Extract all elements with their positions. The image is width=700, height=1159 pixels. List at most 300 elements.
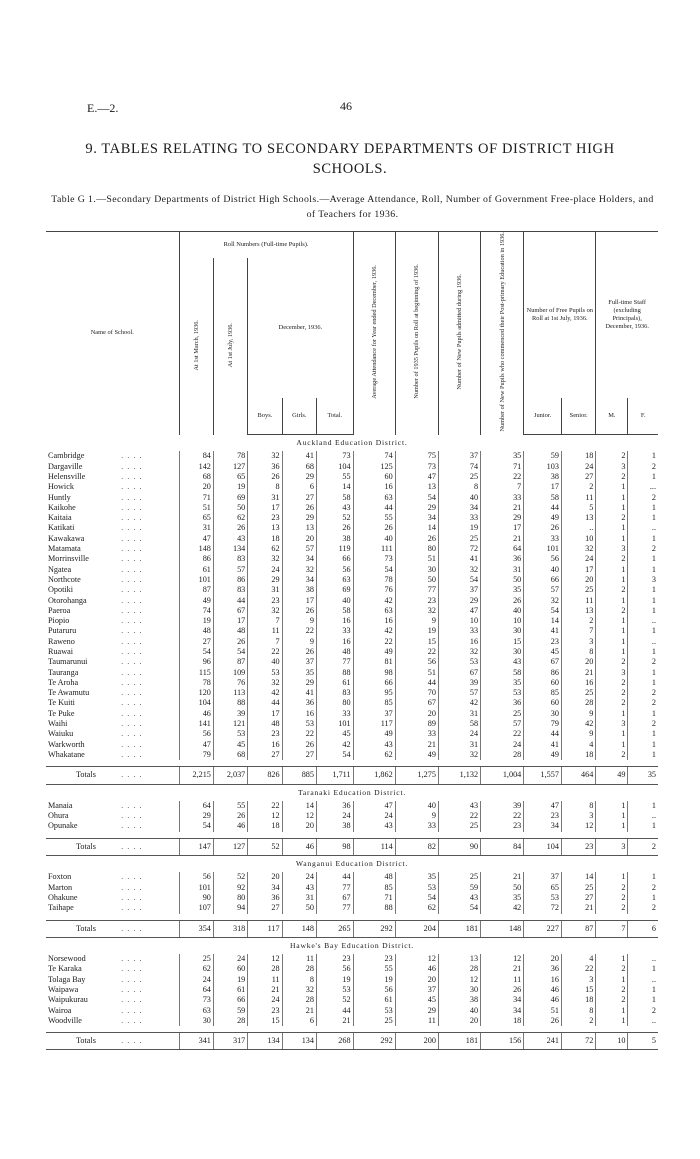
table-cell: 43 bbox=[481, 657, 524, 667]
table-cell: 57 bbox=[481, 719, 524, 729]
table-cell: 24 bbox=[282, 872, 316, 882]
table-cell: 22 bbox=[481, 472, 524, 482]
school-name: Huntly bbox=[48, 492, 71, 502]
total-cell: 2,215 bbox=[179, 767, 213, 784]
table-cell: 27 bbox=[248, 903, 282, 913]
table-cell: 1 bbox=[628, 801, 658, 811]
table-cell: 101 bbox=[179, 883, 213, 893]
table-cell: 47 bbox=[353, 801, 395, 811]
table-cell: 8 bbox=[561, 1006, 595, 1016]
table-cell: 26 bbox=[353, 523, 395, 533]
table-cell: 26 bbox=[524, 523, 562, 533]
table-cell: 24 bbox=[561, 462, 595, 472]
table-cell: 54 bbox=[438, 903, 480, 913]
table-cell: 57 bbox=[282, 544, 316, 554]
table-cell: 42 bbox=[438, 698, 480, 708]
table-cell: 1 bbox=[628, 596, 658, 606]
table-cell: 1 bbox=[628, 964, 658, 974]
table-cell: 2 bbox=[628, 544, 658, 554]
table-cell: 54 bbox=[179, 647, 213, 657]
table-row bbox=[46, 954, 658, 964]
table-cell: 48 bbox=[213, 626, 247, 636]
table-cell: 58 bbox=[481, 668, 524, 678]
leader-dots: . . . . bbox=[121, 451, 143, 461]
page-number: 46 bbox=[340, 99, 352, 113]
school-name: Howick bbox=[48, 482, 74, 492]
table-cell: 33 bbox=[316, 709, 353, 719]
table-cell: 73 bbox=[395, 462, 438, 472]
table-cell: 1 bbox=[628, 472, 658, 482]
table-cell: 43 bbox=[213, 534, 247, 544]
table-cell: 28 bbox=[213, 1016, 247, 1026]
table-cell: 42 bbox=[561, 719, 595, 729]
leader-dots: . . . . bbox=[121, 749, 143, 759]
table-cell: 40 bbox=[248, 657, 282, 667]
table-cell: 22 bbox=[395, 647, 438, 657]
table-cell: 63 bbox=[179, 1006, 213, 1016]
table-cell: 134 bbox=[213, 544, 247, 554]
table-cell: 48 bbox=[353, 872, 395, 882]
table-cell: 77 bbox=[316, 883, 353, 893]
table-cell: 16 bbox=[353, 482, 395, 492]
table-cell: 11 bbox=[481, 975, 524, 985]
table-cell: 71 bbox=[179, 493, 213, 503]
table-cell: 43 bbox=[282, 883, 316, 893]
table-cell: 32 bbox=[282, 565, 316, 575]
table-cell: 22 bbox=[248, 801, 282, 811]
table-cell: 19 bbox=[213, 482, 247, 492]
table-cell: 148 bbox=[179, 544, 213, 554]
total-cell: 292 bbox=[353, 1033, 395, 1050]
table-cell: 1 bbox=[628, 647, 658, 657]
table-cell: .. bbox=[628, 1016, 658, 1026]
table-cell: 16 bbox=[561, 678, 595, 688]
table-cell: 25 bbox=[561, 585, 595, 595]
table-cell: 28 bbox=[438, 964, 480, 974]
table-cell: 44 bbox=[248, 698, 282, 708]
table-row bbox=[46, 678, 658, 688]
table-cell: 46 bbox=[395, 964, 438, 974]
table-cell: 2 bbox=[596, 585, 628, 595]
table-cell: 50 bbox=[395, 575, 438, 585]
table-cell: 40 bbox=[524, 565, 562, 575]
leader-dots: . . . . bbox=[121, 502, 143, 512]
table-cell: 31 bbox=[438, 740, 480, 750]
table-cell: 37 bbox=[438, 451, 480, 461]
table-cell: 71 bbox=[353, 893, 395, 903]
table-cell: 18 bbox=[561, 995, 595, 1005]
school-name: Kaitaia bbox=[48, 513, 72, 523]
table-row bbox=[46, 585, 658, 595]
table-cell: 64 bbox=[481, 544, 524, 554]
table-body bbox=[46, 435, 658, 1050]
table-cell: 53 bbox=[316, 985, 353, 995]
table-cell: 38 bbox=[282, 585, 316, 595]
table-cell: 1 bbox=[628, 740, 658, 750]
table-cell: 55 bbox=[316, 472, 353, 482]
table-cell: 109 bbox=[213, 668, 247, 678]
table-cell: 54 bbox=[395, 493, 438, 503]
table-cell: 48 bbox=[248, 719, 282, 729]
table-cell: 26 bbox=[524, 1016, 562, 1026]
table-cell: 2 bbox=[596, 985, 628, 995]
leader-dots: . . . . bbox=[121, 544, 143, 554]
table-cell: 36 bbox=[481, 554, 524, 564]
school-name: Katikati bbox=[48, 523, 75, 533]
header-school-name: Name of School. bbox=[46, 232, 179, 435]
table-cell: 21 bbox=[481, 534, 524, 544]
table-cell: 25 bbox=[353, 1016, 395, 1026]
table-cell: 66 bbox=[213, 995, 247, 1005]
table-cell: 16 bbox=[248, 740, 282, 750]
table-cell: 60 bbox=[353, 472, 395, 482]
table-cell: 80 bbox=[395, 544, 438, 554]
table-row bbox=[46, 637, 658, 647]
table-cell: 87 bbox=[213, 657, 247, 667]
table-cell: 42 bbox=[248, 688, 282, 698]
table-cell: 8 bbox=[561, 801, 595, 811]
table-cell: 29 bbox=[282, 472, 316, 482]
total-cell: 117 bbox=[248, 920, 282, 937]
leader-dots: . . . . bbox=[121, 626, 143, 636]
header-roll-numbers: Roll Numbers (Full-time Pupils). bbox=[179, 232, 353, 259]
table-cell: 43 bbox=[438, 801, 480, 811]
total-cell: 46 bbox=[282, 838, 316, 855]
table-cell: 68 bbox=[282, 462, 316, 472]
table-cell: 24 bbox=[316, 811, 353, 821]
table-cell: 56 bbox=[316, 565, 353, 575]
school-name: Morrinsville bbox=[48, 554, 89, 564]
table-cell: 5 bbox=[561, 503, 595, 513]
table-row bbox=[46, 616, 658, 626]
table-cell: 53 bbox=[395, 883, 438, 893]
table-cell: .. bbox=[561, 523, 595, 533]
table-cell: 34 bbox=[481, 1006, 524, 1016]
table-row bbox=[46, 565, 658, 575]
table-cell: 2 bbox=[628, 719, 658, 729]
table-cell: 75 bbox=[395, 451, 438, 461]
school-name: Te Karaka bbox=[48, 964, 82, 974]
table-cell: 121 bbox=[213, 719, 247, 729]
school-name: Waipukurau bbox=[48, 995, 88, 1005]
table-cell: 27 bbox=[561, 893, 595, 903]
table-cell: 85 bbox=[353, 698, 395, 708]
table-cell: 43 bbox=[353, 740, 395, 750]
table-cell: 40 bbox=[438, 493, 480, 503]
table-cell: 1 bbox=[596, 616, 628, 626]
table-cell: 24 bbox=[561, 554, 595, 564]
table-cell: 47 bbox=[524, 801, 562, 811]
total-cell: 82 bbox=[395, 838, 438, 855]
table-cell: 30 bbox=[524, 709, 562, 719]
table-cell: 56 bbox=[353, 985, 395, 995]
table-cell: 67 bbox=[316, 893, 353, 903]
table-cell: 74 bbox=[179, 606, 213, 616]
leader-dots: . . . . bbox=[119, 767, 179, 784]
table-cell: 101 bbox=[316, 719, 353, 729]
table-cell: 35 bbox=[481, 893, 524, 903]
table-cell: 41 bbox=[524, 626, 562, 636]
table-cell: 21 bbox=[481, 872, 524, 882]
table-cell: 26 bbox=[213, 811, 247, 821]
table-cell: 69 bbox=[316, 585, 353, 595]
table-cell: 84 bbox=[179, 451, 213, 461]
district-name: Taranaki Education District. bbox=[297, 787, 407, 797]
table-cell: 1 bbox=[596, 954, 628, 964]
total-cell: 1,275 bbox=[395, 767, 438, 784]
table-cell: 61 bbox=[213, 985, 247, 995]
table-row bbox=[46, 647, 658, 657]
table-cell: 142 bbox=[179, 462, 213, 472]
table-row bbox=[46, 575, 658, 585]
table-cell: 94 bbox=[213, 903, 247, 913]
leader-dots: . . . . bbox=[121, 554, 143, 564]
table-cell: 9 bbox=[561, 709, 595, 719]
leader-dots: . . . . bbox=[121, 646, 143, 656]
table-cell: 36 bbox=[481, 698, 524, 708]
table-cell: 20 bbox=[395, 975, 438, 985]
leader-dots: . . . . bbox=[121, 616, 143, 626]
total-cell: 90 bbox=[438, 838, 480, 855]
table-cell: 35 bbox=[481, 585, 524, 595]
table-cell: 32 bbox=[438, 565, 480, 575]
school-name: Paeroa bbox=[48, 605, 71, 615]
table-cell: 17 bbox=[282, 596, 316, 606]
table-cell: 32 bbox=[248, 451, 282, 461]
leader-dots: . . . . bbox=[121, 995, 143, 1005]
header-1935-pupils: Number of 1935 Pupils on Roll at beginning of 1936. bbox=[395, 232, 438, 435]
school-name: Opotiki bbox=[48, 585, 74, 595]
table-cell: 40 bbox=[481, 606, 524, 616]
table-cell: 44 bbox=[213, 596, 247, 606]
table-cell: 68 bbox=[179, 472, 213, 482]
table-cell: 29 bbox=[282, 678, 316, 688]
table-cell: 78 bbox=[179, 678, 213, 688]
table-cell: 15 bbox=[481, 637, 524, 647]
table-cell: 55 bbox=[353, 513, 395, 523]
table-cell: 19 bbox=[438, 523, 480, 533]
table-cell: 1 bbox=[628, 513, 658, 523]
school-name: Kaikohe bbox=[48, 502, 76, 512]
table-row bbox=[46, 1016, 658, 1026]
table-cell: 33 bbox=[395, 729, 438, 739]
table-cell: 81 bbox=[353, 657, 395, 667]
table-cell: 18 bbox=[248, 821, 282, 831]
table-cell: 34 bbox=[282, 554, 316, 564]
table-cell: 32 bbox=[248, 554, 282, 564]
table-cell: 22 bbox=[481, 811, 524, 821]
total-cell: 200 bbox=[395, 1033, 438, 1050]
table-cell: 25 bbox=[438, 821, 480, 831]
leader-dots: . . . . bbox=[121, 461, 143, 471]
school-name: Marton bbox=[48, 882, 73, 892]
table-cell: 8 bbox=[282, 975, 316, 985]
table-cell: 23 bbox=[395, 596, 438, 606]
table-cell: 45 bbox=[213, 740, 247, 750]
total-cell: 127 bbox=[213, 838, 247, 855]
table-cell: 14 bbox=[395, 523, 438, 533]
table-cell: 45 bbox=[395, 995, 438, 1005]
table-cell: 26 bbox=[481, 985, 524, 995]
table-row bbox=[46, 893, 658, 903]
table-cell: 50 bbox=[282, 903, 316, 913]
table-cell: 35 bbox=[395, 872, 438, 882]
table-cell: 44 bbox=[395, 678, 438, 688]
table-row bbox=[46, 472, 658, 482]
header-july: At 1st July, 1936. bbox=[213, 258, 247, 435]
total-cell: 104 bbox=[524, 838, 562, 855]
table-cell: 54 bbox=[395, 893, 438, 903]
table-cell: 1 bbox=[596, 626, 628, 636]
leader-dots: . . . . bbox=[121, 523, 143, 533]
table-cell: 74 bbox=[438, 462, 480, 472]
table-cell: 26 bbox=[282, 503, 316, 513]
header-free-pupils: Number of Free Pupils on Roll at 1st July, 1936. bbox=[524, 232, 596, 399]
leader-dots: . . . . bbox=[121, 985, 143, 994]
school-name: Taumarunui bbox=[48, 657, 88, 667]
leader-dots: . . . . bbox=[121, 954, 143, 964]
leader-dots: . . . . bbox=[121, 974, 143, 984]
table-cell: 32 bbox=[524, 596, 562, 606]
table-cell: 46 bbox=[524, 995, 562, 1005]
table-cell: 29 bbox=[248, 575, 282, 585]
table-cell: 21 bbox=[248, 985, 282, 995]
table-cell: .. bbox=[628, 637, 658, 647]
table-cell: 67 bbox=[395, 698, 438, 708]
table-cell: 27 bbox=[179, 637, 213, 647]
table-cell: 2 bbox=[628, 493, 658, 503]
table-row bbox=[46, 596, 658, 606]
table-cell: 34 bbox=[395, 513, 438, 523]
total-cell: 204 bbox=[395, 920, 438, 937]
school-name: Foxton bbox=[48, 872, 72, 882]
table-row bbox=[46, 709, 658, 719]
table-cell: 45 bbox=[524, 647, 562, 657]
table-cell: 49 bbox=[353, 647, 395, 657]
table-cell: 85 bbox=[524, 688, 562, 698]
table-cell: 29 bbox=[438, 596, 480, 606]
total-cell: 72 bbox=[561, 1033, 595, 1050]
table-cell: 31 bbox=[248, 493, 282, 503]
table-cell: 49 bbox=[353, 729, 395, 739]
school-name: Ruawai bbox=[48, 646, 74, 656]
table-cell: 50 bbox=[481, 883, 524, 893]
table-cell: 20 bbox=[248, 872, 282, 882]
table-cell: 74 bbox=[353, 451, 395, 461]
table-cell: 20 bbox=[561, 657, 595, 667]
total-cell: 885 bbox=[282, 767, 316, 784]
table-cell: 117 bbox=[353, 719, 395, 729]
header-girls: Girls. bbox=[282, 398, 316, 435]
table-cell: 49 bbox=[524, 750, 562, 760]
table-row bbox=[46, 482, 658, 492]
table-cell: 52 bbox=[316, 995, 353, 1005]
table-cell: 34 bbox=[282, 575, 316, 585]
table-cell: 42 bbox=[316, 740, 353, 750]
table-cell: 1 bbox=[596, 801, 628, 811]
table-cell: 18 bbox=[248, 534, 282, 544]
table-cell: 89 bbox=[395, 719, 438, 729]
table-cell: 56 bbox=[395, 657, 438, 667]
table-cell: 2 bbox=[628, 883, 658, 893]
table-cell: 26 bbox=[282, 647, 316, 657]
table-cell: 62 bbox=[353, 750, 395, 760]
table-cell: 65 bbox=[213, 472, 247, 482]
totals-row bbox=[46, 1033, 658, 1050]
table-cell: 28 bbox=[282, 995, 316, 1005]
leader-dots: . . . . bbox=[121, 585, 143, 595]
leader-dots: . . . . bbox=[121, 605, 143, 615]
table-cell: 72 bbox=[524, 903, 562, 913]
table-cell: 23 bbox=[248, 596, 282, 606]
table-cell: 6 bbox=[282, 482, 316, 492]
table-cell: 60 bbox=[213, 964, 247, 974]
table-cell: 17 bbox=[524, 482, 562, 492]
leader-dots: . . . . bbox=[121, 492, 143, 502]
table-cell: 119 bbox=[316, 544, 353, 554]
running-header: E.—2. bbox=[87, 101, 119, 115]
school-name: Helensville bbox=[48, 471, 86, 481]
table-cell: 14 bbox=[561, 872, 595, 882]
table-cell: 18 bbox=[561, 750, 595, 760]
table-cell: 21 bbox=[481, 503, 524, 513]
table-cell: 33 bbox=[395, 821, 438, 831]
table-cell: 95 bbox=[353, 688, 395, 698]
table-row bbox=[46, 801, 658, 811]
table-cell: 39 bbox=[438, 678, 480, 688]
table-cell: 67 bbox=[524, 657, 562, 667]
table-cell: 36 bbox=[248, 893, 282, 903]
school-name: Cambridge bbox=[48, 451, 85, 461]
district-header-row bbox=[46, 784, 658, 801]
leader-dots: . . . . bbox=[121, 564, 143, 574]
table-cell: 3 bbox=[596, 544, 628, 554]
table-cell: 26 bbox=[282, 606, 316, 616]
table-cell: 22 bbox=[561, 964, 595, 974]
table-cell: 57 bbox=[438, 688, 480, 698]
table-cell: 86 bbox=[524, 668, 562, 678]
table-cell: 12 bbox=[282, 811, 316, 821]
table-cell: 76 bbox=[353, 585, 395, 595]
table-cell: 13 bbox=[282, 523, 316, 533]
table-cell: 2 bbox=[596, 513, 628, 523]
table-cell: 1 bbox=[596, 637, 628, 647]
table-cell: 21 bbox=[316, 1016, 353, 1026]
table-cell: 47 bbox=[179, 534, 213, 544]
table-cell: 1 bbox=[628, 503, 658, 513]
leader-dots: . . . . bbox=[119, 920, 179, 937]
table-cell: 1 bbox=[628, 565, 658, 575]
total-cell: 3 bbox=[596, 838, 628, 855]
table-cell: 32 bbox=[282, 985, 316, 995]
table-cell: 32 bbox=[561, 544, 595, 554]
table-row bbox=[46, 821, 658, 831]
table-cell: 31 bbox=[248, 585, 282, 595]
table-cell: 1 bbox=[628, 893, 658, 903]
table-cell: 26 bbox=[395, 534, 438, 544]
school-name: Piopio bbox=[48, 616, 70, 626]
table-cell: 14 bbox=[524, 616, 562, 626]
table-cell: 35 bbox=[481, 678, 524, 688]
table-cell: 1 bbox=[596, 729, 628, 739]
leader-dots: . . . . bbox=[121, 595, 143, 605]
table-cell: 16 bbox=[524, 975, 562, 985]
table-cell: 61 bbox=[316, 678, 353, 688]
table-cell: 20 bbox=[395, 709, 438, 719]
table-cell: 1 bbox=[596, 534, 628, 544]
leader-dots: . . . . bbox=[121, 903, 143, 913]
table-cell: 41 bbox=[438, 554, 480, 564]
